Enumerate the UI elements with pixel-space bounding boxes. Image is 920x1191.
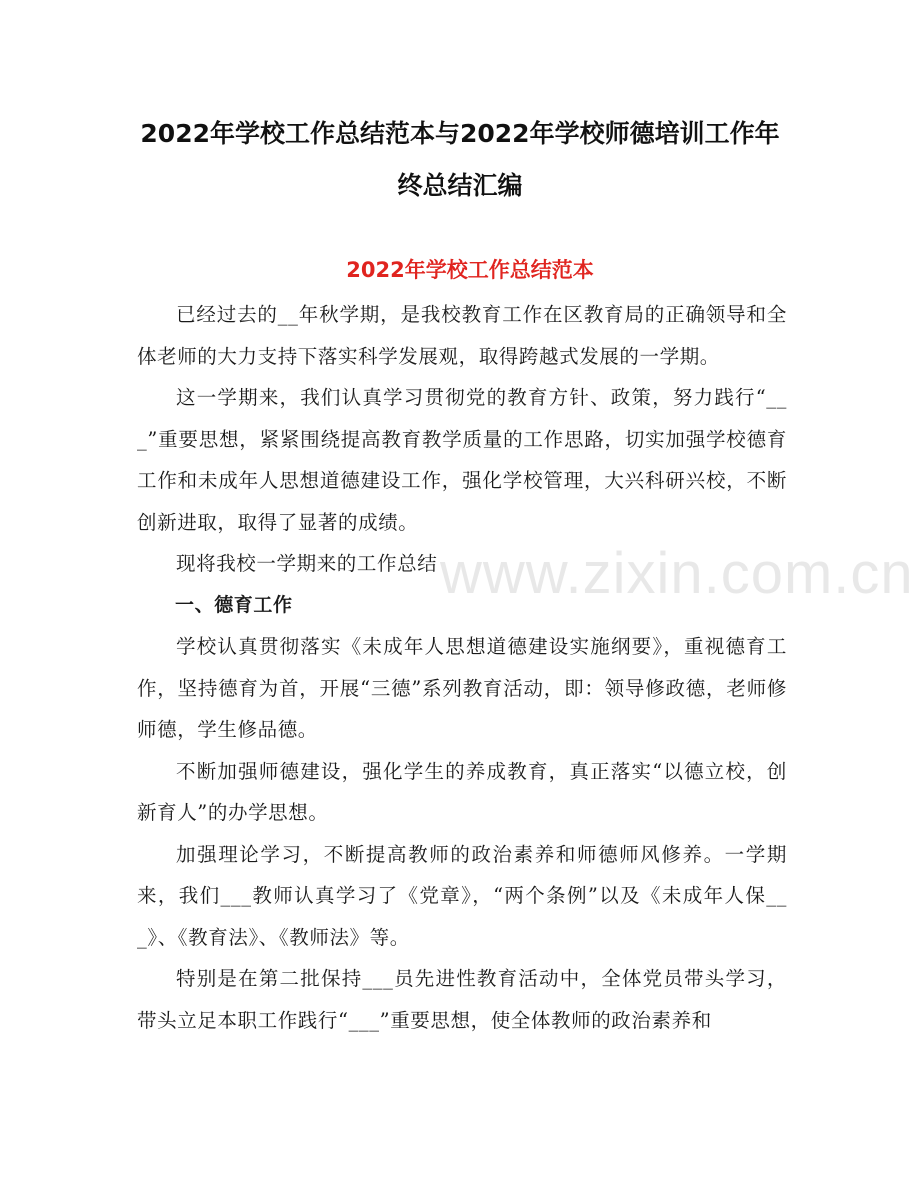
document-title: 2022年学校工作总结范本与2022年学校师德培训工作年终总结汇编 (140, 119, 780, 200)
document-body (137, 294, 787, 1041)
paragraph: 已经过去的__年秋学期，是我校教育工作在区教育局的正确领导和全体老师的大力支持下落实科学发展观，取得跨越式发展的一学期。 (137, 303, 787, 368)
watermark: www.zixin.com.cn (440, 541, 914, 606)
paragraph: 学校认真贯彻落实《未成年人思想道德建设实施纲要》，重视德育工作，坚持德育为首，开展“三德”系列教育活动，即：领导修政德，老师修师德，学生修品德。 (137, 635, 787, 741)
section-title: 2022年学校工作总结范本 (346, 258, 594, 282)
paragraph: 特别是在第二批保持___员先进性教育活动中，全体党员带头学习，带头立足本职工作践行“___”重要思想，使全体教师的政治素养和 (137, 967, 787, 1032)
section-heading: 一、德育工作 (175, 593, 293, 616)
paragraph: 加强理论学习，不断提高教师的政治素养和师德师风修养。一学期来，我们___教师认真学习了《党章》，“两个条例”以及《未成年人保___》、《教育法》、《教师法》等。 (137, 842, 787, 949)
paragraph: 这一学期来，我们认真学习贯彻党的教育方针、政策，努力践行“___”重要思想，紧紧围绕提高教育教学质量的工作思路，切实加强学校德育工作和未成年人思想道德建设工作，强化学校管理，大兴科研兴校，不断创新进取，取得了显著的成绩。 (137, 386, 787, 534)
paragraph: 现将我校一学期来的工作总结 (176, 552, 438, 575)
paragraph: 不断加强师德建设，强化学生的养成教育，真正落实“以德立校，创新育人”的办学思想。 (137, 759, 787, 824)
